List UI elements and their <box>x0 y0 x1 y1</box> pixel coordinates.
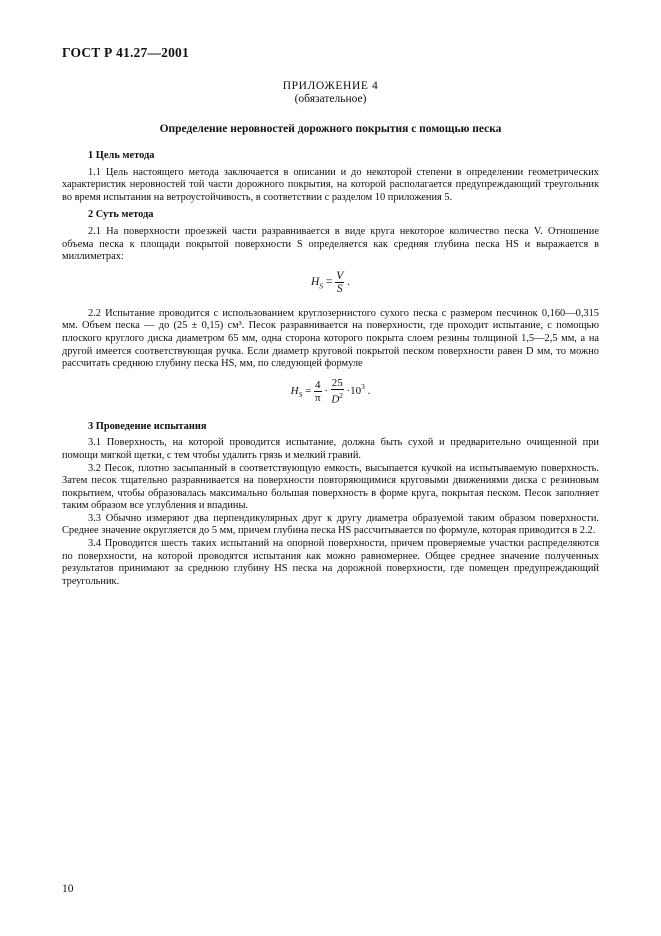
paragraph-3-4: 3.4 Проводится шесть таких испытаний на опорной поверхности, причем проверяемые участки распределяются по поверхности, на которой проводятся испытания как можно равномернее. Общее среднее значение полученных результатов принимают за среднюю глубину HS песка на дорожной поверхности, где помещен предупреждающий треугольник. <box>62 538 599 587</box>
document-id: ГОСТ Р 41.27—2001 <box>62 45 189 60</box>
appendix-status: (обязательное) <box>294 93 367 105</box>
appendix-title: Определение неровностей дорожного покрытия с помощью песка <box>159 123 502 135</box>
paragraph-1-1: 1.1 Цель настоящего метода заключается в описании и до некоторой степени в определении геометрических характеристик неровностей той части дорожного покрытия, на которой располагается предупреждающий треугольник во время испытания на ветроустойчивость, в соответствии с разделом 10 приложения 5. <box>62 166 599 203</box>
document-body <box>62 150 599 588</box>
paragraph-3-2: 3.2 Песок, плотно засыпанный в соответствующую емкость, высыпается кучкой на испытываемую поверхность. Затем песок тщательно разравнивается на поверхности повторяющимися круговыми движениями диска с резиновым покрытием, чтобы образовалась максимально большая поверхность в форме круга, покрытая песком. Песок заполняет таким образом все углубления и впадины. <box>62 462 599 512</box>
formula-depth-diameter: $H_S$ = $\frac{4}{\pi}$ · $\frac{25}{D^2}$ $\cdot 10^3$ . <box>290 376 371 406</box>
appendix-label: ПРИЛОЖЕНИЕ 4 <box>282 80 379 92</box>
section-heading-2: 2 Суть метода <box>88 209 154 221</box>
paragraph-2-1: 2.1 На поверхности проезжей части разравнивается в виде круга некоторое количество песка V. Отношение объема песка к площади покрытой поверхности S определяется как средняя глубина песка HS и выражается в миллиметрах: <box>62 225 599 263</box>
section-heading-1: 1 Цель метода <box>88 150 155 161</box>
paragraph-3-1: 3.1 Поверхность, на которой проводится испытание, должна быть сухой и предварительно очищенной при помощи мягкой щетки, с тем чтобы удалить грязь и мелкий гравий. <box>62 437 599 461</box>
paragraph-3-3: 3.3 Обычно измеряют два перпендикулярных друг к другу диаметра образуемой таким образом поверхности. Среднее значение округляется до 5 мм, причем глубина песка HS рассчитывается по формуле, которая приводится в 2.2. <box>62 512 599 537</box>
page-number: 10 <box>62 883 74 895</box>
section-heading-3: 3 Проведение испытания <box>88 420 207 432</box>
paragraph-2-2: 2.2 Испытание проводится с использованием круглозернистого сухого песка с размером песчинок 0,160—0,315 мм. Объем песка — до (25 ± 0,15) см³. Песок разравнивается на поверхности, где проходит испытание, с помощью плоского круглого диска диаметром 65 мм, одна сторона которого покрыта слоем резины толщиной 1,5—2,5 мм, а на другой имеется соответствующая ручка. Если диаметр круговой покрытой песком поверхности равен D мм, то можно рассчитать среднюю глубину песка HS, мм, по следующей формуле <box>62 307 599 370</box>
formula-depth-ratio: $H_S$ = $\frac{V}{S}$ . <box>310 269 351 295</box>
